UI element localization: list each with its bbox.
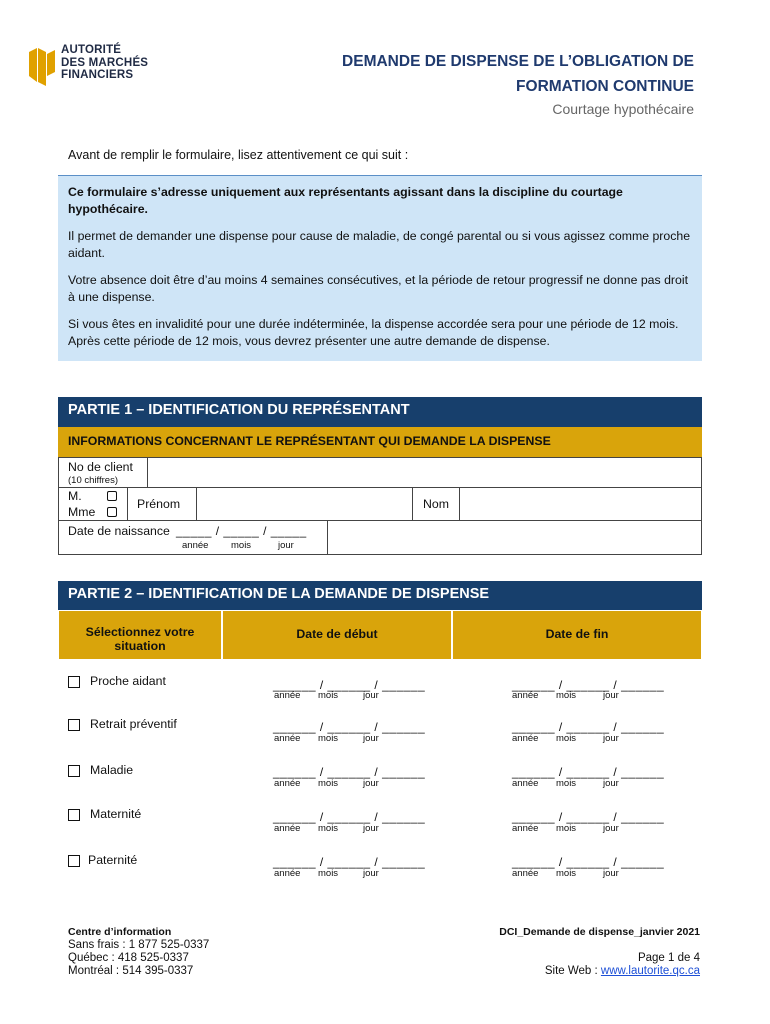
civility-m-label: M. [68, 489, 82, 503]
col-end-label: Date de fin [545, 627, 609, 641]
notice-paragraph-1: Ce formulaire s’adresse uniquement aux représentants agissant dans la discipline du courtage hypothécaire. [68, 185, 623, 216]
start-date-blanks[interactable]: ______ / ______ / ______ [273, 720, 426, 734]
unit-year: année [274, 733, 301, 744]
prenom-label: Prénom [137, 497, 181, 511]
paternite-label: Paternité [88, 853, 138, 867]
unit-year: année [512, 733, 539, 744]
logo-text [61, 44, 148, 82]
footer-contact [68, 926, 209, 978]
amf-logo [29, 44, 179, 94]
maladie-label: Maladie [90, 763, 134, 777]
document-title [342, 49, 694, 99]
maternite-label: Maternité [90, 807, 142, 821]
col-situation-label: Sélectionnez votre situation [85, 625, 195, 653]
prenom-label-cell [127, 487, 197, 521]
document-subtitle: Courtage hypothécaire [552, 101, 694, 117]
unit-day: jour [603, 823, 619, 834]
proche-aidant-checkbox[interactable] [68, 676, 80, 688]
unit-day: jour [603, 690, 619, 701]
unit-year: année [274, 778, 301, 789]
unit-year: année [274, 868, 301, 879]
unit-month: mois [318, 733, 339, 744]
unit-day: jour [603, 868, 619, 879]
prenom-field[interactable] [196, 487, 413, 521]
part1-header: PARTIE 1 – IDENTIFICATION DU REPRÉSENTANT [58, 397, 702, 427]
end-date-blanks[interactable]: ______ / ______ / ______ [512, 765, 665, 779]
unit-day: jour [603, 778, 619, 789]
unit-day: jour [363, 690, 379, 701]
col-situation-header [58, 610, 222, 660]
unit-year: année [512, 690, 539, 701]
unit-year: année [512, 778, 539, 789]
start-date-blanks[interactable]: ______ / ______ / ______ [273, 678, 426, 692]
nom-label: Nom [423, 497, 449, 511]
notice-paragraph-3: Votre absence doit être d’au moins 4 semaines consécutives, et la période de retour progressif ne donne pas droit à une dispense. [68, 273, 688, 304]
client-number-hint: (10 chiffres) [68, 475, 118, 486]
nom-label-cell [412, 487, 460, 521]
logo-line: DES MARCHÉS [61, 56, 149, 69]
footer-website-label: Site Web : [544, 965, 601, 977]
civility-cell [58, 487, 128, 521]
footer-doc-info [499, 926, 700, 978]
footer-quebec: Québec : 418 525-0337 [68, 952, 189, 964]
intro-text: Avant de remplir le formulaire, lisez attentivement ce qui suit : [68, 148, 409, 162]
footer-montreal: Montréal : 514 395-0337 [68, 965, 194, 977]
unit-month: mois [556, 733, 577, 744]
col-start-header [222, 610, 452, 660]
part1-subheader: INFORMATIONS CONCERNANT LE REPRÉSENTANT QUI DEMANDE LA DISPENSE [58, 427, 702, 457]
footer-page-number: Page 1 de 4 [637, 952, 700, 964]
unit-month: mois [318, 868, 339, 879]
notice-box [58, 175, 702, 361]
title-line-1: DEMANDE DE DISPENSE DE L’OBLIGATION DE [342, 53, 694, 70]
unit-month: mois [318, 778, 339, 789]
retrait-preventif-label: Retrait préventif [90, 717, 177, 731]
paternite-checkbox[interactable] [68, 855, 80, 867]
proche-aidant-label: Proche aidant [90, 674, 166, 688]
col-start-label: Date de début [296, 627, 378, 641]
maternite-checkbox[interactable] [68, 809, 80, 821]
title-line-2: FORMATION CONTINUE [516, 78, 694, 95]
unit-day: jour [363, 778, 379, 789]
dob-unit-day: jour [278, 540, 294, 551]
unit-year: année [274, 823, 301, 834]
notice-paragraph-4: Si vous êtes en invalidité pour une durée indéterminée, la dispense accordée sera pour une période de 12 mois. Après cette période de 12 mois, vous devrez présenter une autre demande de dispense. [68, 317, 679, 348]
end-date-blanks[interactable]: ______ / ______ / ______ [512, 678, 665, 692]
notice-paragraph-2: Il permet de demander une dispense pour cause de maladie, de congé parental ou si vous agissez comme proche aidant. [68, 229, 691, 260]
logo-line: AUTORITÉ [61, 44, 122, 56]
dob-unit-year: année [182, 540, 209, 551]
civility-mme-checkbox[interactable] [107, 507, 117, 517]
dob-label: Date de naissance [68, 524, 170, 538]
start-date-blanks[interactable]: ______ / ______ / ______ [273, 765, 426, 779]
retrait-preventif-checkbox[interactable] [68, 719, 80, 731]
unit-day: jour [363, 823, 379, 834]
unit-month: mois [556, 690, 577, 701]
client-number-label-cell [58, 457, 148, 488]
amf-emblem-icon [29, 46, 55, 86]
client-number-field[interactable] [147, 457, 702, 488]
dob-cell [58, 520, 328, 555]
unit-month: mois [556, 868, 577, 879]
dob-unit-month: mois [231, 540, 252, 551]
unit-year: année [274, 690, 301, 701]
nom-field[interactable] [459, 487, 702, 521]
unit-month: mois [318, 823, 339, 834]
unit-day: jour [363, 733, 379, 744]
dob-blanks[interactable]: _____ / _____ / _____ [176, 524, 307, 538]
unit-day: jour [363, 868, 379, 879]
footer-center-title: Centre d’information [68, 926, 172, 938]
start-date-blanks[interactable]: ______ / ______ / ______ [273, 810, 426, 824]
dob-extra-cell [327, 520, 702, 555]
maladie-checkbox[interactable] [68, 765, 80, 777]
col-end-header [452, 610, 702, 660]
start-date-blanks[interactable]: ______ / ______ / ______ [273, 855, 426, 869]
unit-year: année [512, 823, 539, 834]
part2-header: PARTIE 2 – IDENTIFICATION DE LA DEMANDE DE DISPENSE [58, 581, 702, 611]
unit-month: mois [318, 690, 339, 701]
unit-year: année [512, 868, 539, 879]
client-number-label: No de client [68, 460, 133, 474]
unit-month: mois [556, 778, 577, 789]
end-date-blanks[interactable]: ______ / ______ / ______ [512, 855, 665, 869]
footer-website-link[interactable]: www.lautorite.qc.ca [600, 965, 700, 977]
civility-mme-label: Mme [68, 505, 96, 519]
footer-website [499, 965, 700, 978]
logo-line: FINANCIERS [61, 69, 134, 81]
end-date-blanks[interactable]: ______ / ______ / ______ [512, 720, 665, 734]
footer-doc-code: DCI_Demande de dispense_janvier 2021 [499, 926, 700, 938]
end-date-blanks[interactable]: ______ / ______ / ______ [512, 810, 665, 824]
footer-tollfree: Sans frais : 1 877 525-0337 [68, 939, 210, 951]
unit-day: jour [603, 733, 619, 744]
civility-m-checkbox[interactable] [107, 491, 117, 501]
unit-month: mois [556, 823, 577, 834]
